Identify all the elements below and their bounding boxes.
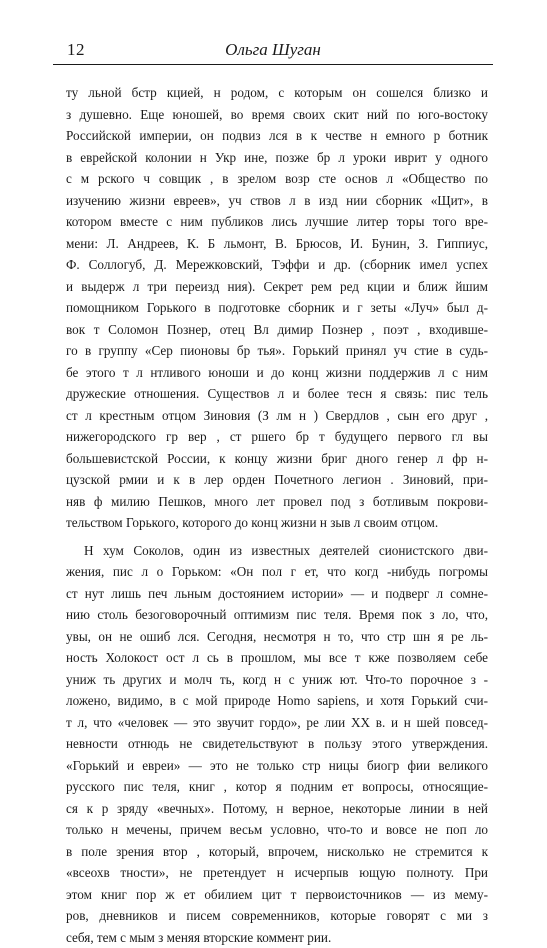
text-line: тельством Горького, которого до конц жизни н зыв л своим отцом.: [66, 512, 488, 534]
text-line: Российской империи, он подвиз лся в к честве н емного р ботник: [66, 125, 488, 147]
text-line: с м рского ч совщик , в зрелом возр сте основ л «Общество по: [66, 168, 488, 190]
text-line: помощником Горького в подготовке сборник и г зеты «Луч» был д-: [66, 297, 488, 319]
text-line: з душевно. Еще юношей, во время своих скит ний по юго-востоку: [66, 104, 488, 126]
text-line: няв ф милию Пешков, много лет провел под з ботливым покрови-: [66, 491, 488, 513]
text-line: в еврейской колонии н Укр ине, позже бр л уроки иврит у одного: [66, 147, 488, 169]
text-line: увы, он не ошиб лся. Сегодня, несмотря н то, что стр шн я ре ль-: [66, 626, 488, 648]
running-title: Ольга Шуган: [53, 40, 493, 60]
text-line: цузской рмии и к в лер орден Почетного легион . Зиновий, при-: [66, 469, 488, 491]
text-line: нижегородского гр вер , ст ршего бр т будущего первого гл вы: [66, 426, 488, 448]
text-line: только н мечены, причем весьм условно, что-то и вовсе не поп ло: [66, 819, 488, 841]
text-line: невности отнюдь не свидетельствуют в пользу этого утверждения.: [66, 733, 488, 755]
text-line: котором вместе с ним публиков лись лучшие литер торы того вре-: [66, 211, 488, 233]
text-line: ность Холокост ост л сь в прошлом, мы все т кже позволяем себе: [66, 647, 488, 669]
text-line: ся к р зряду «вечных». Потому, н верное, некоторые линии в ней: [66, 798, 488, 820]
text-line: вок т Соломон Познер, отец Вл димир Познер , поэт , входивше-: [66, 319, 488, 341]
paragraph: [66, 540, 488, 948]
text-line: себя, тем с мым з меняя вторские коммент рии.: [66, 927, 488, 948]
text-line: дружеские отношения. Существов л и более тесн я связь: пис тель: [66, 383, 488, 405]
text-line: ст нут лишь печ льным достоянием истории» — и подверг л сомне-: [66, 583, 488, 605]
text-line: русского пис теля, книг , котор я подним ет вопросы, относящие-: [66, 776, 488, 798]
text-line: ту льной бстр кцией, н родом, с которым он сошелся близко и: [66, 82, 488, 104]
text-line: и выдерж л три переизд ния). Секрет рем ред кции и ближ йшим: [66, 276, 488, 298]
text-line: этом книг пор ж ет обилием цит т первоисточников — из мему-: [66, 884, 488, 906]
page-number: 12: [67, 40, 85, 60]
text-line: «всеохв тности», не претендует н исчерпыв ющую полноту. При: [66, 862, 488, 884]
text-line: изучению жизни евреев», уч ствов л в изд нии сборник «Щит», в: [66, 190, 488, 212]
page-header: [53, 40, 493, 62]
text-line: «Горький и евреи» — это не только стр ницы биогр фии великого: [66, 755, 488, 777]
text-line: т л, что «человек — это звучит гордо», ре лии XX в. и н шей повсед-: [66, 712, 488, 734]
text-line: большевистской России, к концу жизни бриг дного генер л фр н-: [66, 448, 488, 470]
text-line: нию столь безоговорочный оптимизм пис теля. Время пок з ло, что,: [66, 604, 488, 626]
text-line: униж ть других и молч ть, когд н с униж ют. Что-то порочное з -: [66, 669, 488, 691]
text-line: Ф. Соллогуб, Д. Мережковский, Тэффи и др. (сборник имел успех: [66, 254, 488, 276]
text-line: жения, пис л о Горьком: «Он пол г ет, что когд -нибудь погромы: [66, 561, 488, 583]
text-line: бе этого т л нтливого юноши и до конц жизни поддержив л с ним: [66, 362, 488, 384]
text-line: Н хум Соколов, один из известных деятелей сионистского дви-: [66, 540, 488, 562]
text-line: го в группу «Сер пионовы бр тья». Горький принял уч стие в судь-: [66, 340, 488, 362]
text-line: мени: Л. Андреев, К. Б льмонт, В. Брюсов, И. Бунин, З. Гиппиус,: [66, 233, 488, 255]
text-line: ров, дневников и писем современников, которые говорят с ми з: [66, 905, 488, 927]
text-line: ложено, видимо, в с мой природе Homo sapiens, и хотя Горький счи-: [66, 690, 488, 712]
paragraph: [66, 82, 488, 534]
text-line: ст л крестным отцом Зиновия (З лм н ) Свердлов , сын его друг ,: [66, 405, 488, 427]
body-text: [66, 82, 488, 948]
text-line: в поле зрения втор , который, впрочем, нисколько не стремится к: [66, 841, 488, 863]
header-rule: [53, 64, 493, 65]
